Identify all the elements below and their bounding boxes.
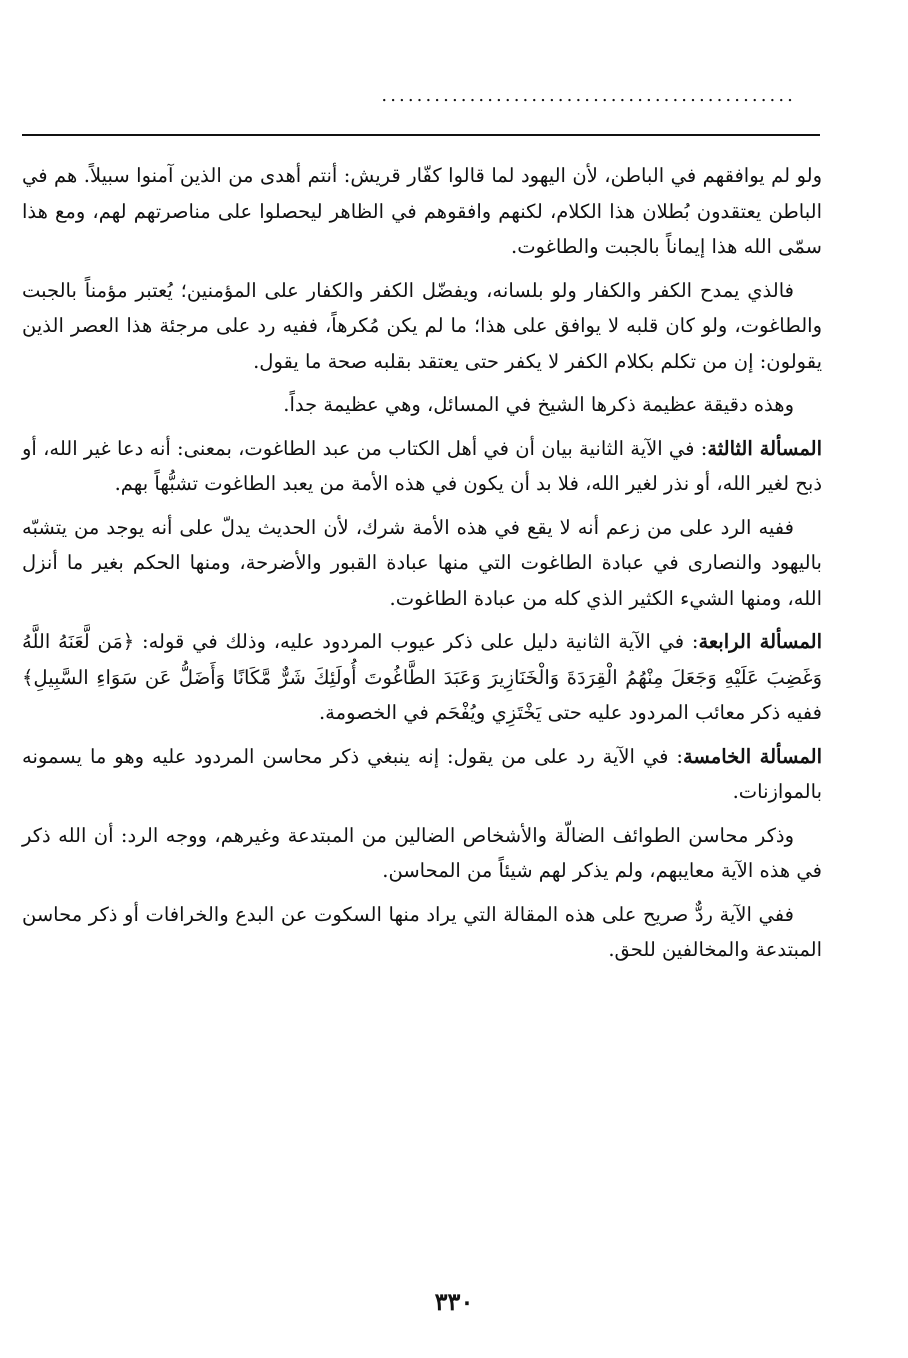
paragraph-text: : في الآية الثانية بيان أن في أهل الكتاب من عبد الطاغوت، بمعنى: أنه دعا غير الله، أو ذبح لغير الله، أو نذر لغير الله، فلا بد أن يكون في هذه الأمة من يعبد الطاغوت تشبُّهاً بهم. [22,436,822,495]
paragraph-fourth-issue [22,624,822,731]
paragraph-text: وهذه دقيقة عظيمة ذكرها الشيخ في المسائل، وهي عظيمة جداً. [283,393,794,416]
page-body [22,158,822,976]
paragraph-subtle-point [22,387,822,423]
paragraph-merits-of-sects [22,818,822,889]
paragraph-praise-of-disbelief [22,273,822,380]
paragraph-text: : في الآية رد على من يقول: إنه ينبغي ذكر محاسن المردود عليه وهو ما يسمونه بالموازنات. [22,744,822,803]
paragraph-text: : في الآية الثانية دليل على ذكر عيوب المردود عليه، وذلك في قوله: ﴿مَن لَّعَنَهُ اللَّهُ وَغَضِبَ عَلَيْهِ وَجَعَلَ مِنْهُمُ الْقِرَدَةَ وَالْخَنَازِيرَ وَعَبَدَ الطَّاغُوتَ أُولَئِكَ شَرٌّ مَّكَانًا وَأَضَلُّ عَن سَوَاءِ السَّبِيلِ﴾ ففيه ذكر معائب المردود عليه حتى يَخْتَزِي ويُفْحَم في الخصومة. [22,630,822,724]
section-heading-fourth: المسألة الرابعة [698,630,822,653]
section-heading-fifth: المسألة الخامسة [682,744,822,768]
header-rule [22,134,820,136]
paragraph-text: فالذي يمدح الكفر والكفار ولو بلسانه، ويفضّل الكفر والكفار على المؤمنين؛ يُعتبر مؤمناً بالجبت والطاغوت، ولو كان قلبه لا يوافق على هذا؛ ما لم يكن مُكرهاً، ففيه رد على مرجئة هذا العصر الذين يقولون: إن من تكلم بكلام الكفر لا يكفر حتى يعتقد بقلبه صحة ما يقول. [22,278,822,373]
page-number: ٣٣٠ [434,1287,474,1316]
paragraph-text: ففي الآية ردٌّ صريح على هذه المقالة التي يراد منها السكوت عن البدع والخرافات أو ذكر محاسن المبتدعة والمخالفين للحق. [22,902,822,961]
section-heading-third: المسألة الثالثة [707,436,822,460]
paragraph-conclusion [22,897,822,968]
paragraph-text: ولو لم يوافقهم في الباطن، لأن اليهود لما قالوا كفّار قريش: أنتم أهدى من الذين آمنوا سبيلاً. هم في الباطن يعتقدون بُطلان هذا الكلام، لكنهم وافقوهم في الظاهر ليحصلوا على مناصرتهم لهم، ومع هذا سمّى الله هذا إيماناً بالجبت والطاغوت. [22,164,822,258]
paragraph-text: ففيه الرد على من زعم أنه لا يقع في هذه الأمة شرك، لأن الحديث يدلّ على أنه يوجد من يتشبّه باليهود والنصارى في عبادة الطاغوت التي منها عبادة القبور والأضرحة، ومنها الحكم بغير ما أنزل الله، ومنها الشيء الكثير الذي كله من عبادة الطاغوت. [22,515,822,610]
paragraph-fifth-issue [22,739,822,810]
header-dotted-line: ............................................... [381,86,796,106]
paragraph-refutation [22,510,822,617]
paragraph-text: وذكر محاسن الطوائف الضالّة والأشخاص الضالين من المبتدعة وغيرهم، ووجه الرد: أن الله ذكر في هذه الآية معايبهم، ولم يذكر لهم شيئاً من المحاسن. [22,823,822,882]
paragraph-continuation [22,158,822,265]
paragraph-third-issue [22,431,822,502]
